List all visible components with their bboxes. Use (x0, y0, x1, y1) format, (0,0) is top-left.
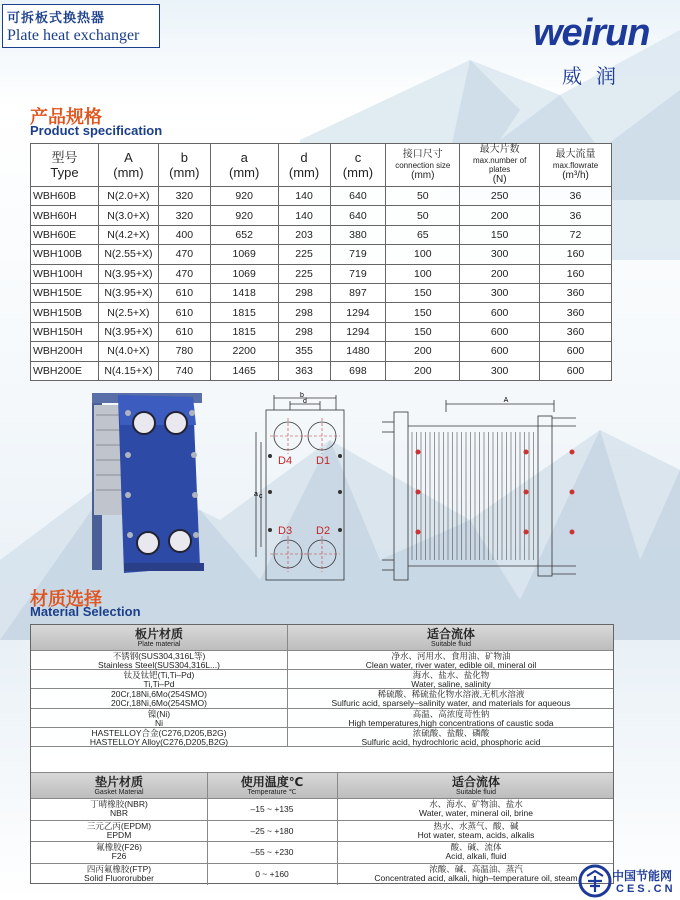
material-table (30, 624, 614, 884)
spec-col-type: 型号 Type (31, 144, 99, 187)
plate-material-cell: 钛及钛钯(Ti,Ti–Pd) Ti,Ti–Pd (123, 670, 195, 690)
spec-cell-model: WBH150E (31, 283, 99, 302)
spec-cell: 610 (158, 283, 210, 302)
spec-cell-model: WBH150B (31, 303, 99, 322)
spec-cell: 200 (460, 264, 540, 283)
spec-cell: 920 (210, 187, 278, 206)
spec-row (31, 361, 612, 380)
spec-cell: 250 (460, 187, 540, 206)
spec-cell: 200 (386, 342, 460, 361)
spec-cell: 160 (540, 245, 612, 264)
spec-cell: 610 (158, 322, 210, 341)
spec-header-row (31, 144, 612, 187)
gasket-row (31, 842, 613, 864)
spec-section-title-en: Product specification (30, 123, 163, 138)
plate-material-cell: 20Cr,18Ni,6Mo(254SMO) 20Cr,18Ni,6Mo(254SMO) (111, 689, 207, 709)
page-title-cn: 可拆板式换热器 (7, 11, 106, 26)
spec-cell: N(3.95+X) (98, 322, 158, 341)
spec-row (31, 264, 612, 283)
spec-cell: 1294 (330, 322, 386, 341)
spec-cell: 203 (278, 225, 330, 244)
plate-row (31, 709, 613, 728)
spec-cell: 600 (540, 361, 612, 380)
spec-cell: N(2.5+X) (98, 303, 158, 322)
spec-cell-model: WBH60B (31, 187, 99, 206)
dim-label-d: d (303, 398, 307, 405)
gasket-fluid-cell: 水、海水、矿物油、盐水 Water, water, mineral oil, brine (418, 799, 533, 818)
spec-section-title-cn: 产品规格 (30, 107, 102, 128)
spec-cell: 780 (158, 342, 210, 361)
gasket-fluid-cell: 热水、水蒸气、酸、碱 Hot water, steam, acids, alkalis (417, 820, 535, 840)
spec-cell-model: WBH60H (31, 206, 99, 225)
dim-label-c: c (259, 493, 263, 500)
port-label-d2: D2 (316, 525, 331, 537)
plate-row (31, 670, 613, 689)
spec-cell: 140 (278, 206, 330, 225)
plate-fluid-header: 适合流体 Suitable fluid (426, 627, 475, 648)
spec-cell: 652 (210, 225, 278, 244)
gasket-temp-cell: 0 ~ +160 (255, 868, 289, 879)
spec-cell: 355 (278, 342, 330, 361)
spec-cell: 200 (460, 206, 540, 225)
spec-cell: 1069 (210, 264, 278, 283)
spec-cell: 150 (386, 283, 460, 302)
spec-cell: 298 (278, 303, 330, 322)
spec-cell: 897 (330, 283, 386, 302)
ces-name-cn: 中国节能网 (612, 869, 673, 883)
dim-label-b: b (300, 392, 304, 399)
spec-cell: 470 (158, 264, 210, 283)
spec-cell: 740 (158, 361, 210, 380)
spec-cell: 320 (158, 187, 210, 206)
spec-cell-model: WBH100H (31, 264, 99, 283)
gasket-row (31, 821, 613, 843)
spec-col-A: A (mm) (98, 144, 158, 187)
spec-cell: N(3.95+X) (98, 264, 158, 283)
spec-cell: 363 (278, 361, 330, 380)
spec-col-a: a (mm) (210, 144, 278, 187)
plate-fluid-cell: 净水、河用水、食用油、矿物油 Clean water, river water, edible oil, mineral oil (365, 651, 537, 670)
spec-cell: 600 (460, 342, 540, 361)
spec-cell: 100 (386, 264, 460, 283)
dim-label-A: A (503, 397, 509, 404)
spec-cell: 1480 (330, 342, 386, 361)
spec-cell: 600 (540, 342, 612, 361)
port-label-d1: D1 (316, 455, 331, 467)
spec-row (31, 187, 612, 206)
blank-row (31, 747, 613, 773)
spec-cell: 298 (278, 283, 330, 302)
plate-fluid-cell: 海水、盐水、盐化物 Water, saline, salinity (411, 670, 491, 690)
spec-cell: 72 (540, 225, 612, 244)
ces-emblem-icon (578, 864, 612, 898)
plate-fluid-cell: 高温、高浓度苛性钠 High temperatures,high concentrations of caustic soda (348, 708, 554, 728)
plate-material-header: 板片材质 Plate material (134, 627, 183, 648)
spec-cell: 380 (330, 225, 386, 244)
spec-cell: 698 (330, 361, 386, 380)
spec-cell: 298 (278, 322, 330, 341)
gasket-temp-header: 使用温度℃ Temperature ℃ (240, 775, 304, 796)
spec-cell: 300 (460, 245, 540, 264)
spec-cell: 300 (460, 361, 540, 380)
spec-table (30, 143, 612, 381)
spec-cell: 400 (158, 225, 210, 244)
spec-row (31, 322, 612, 341)
spec-row (31, 206, 612, 225)
gasket-temp-cell: –15 ~ +135 (250, 804, 294, 814)
spec-cell: 150 (386, 303, 460, 322)
spec-cell: 360 (540, 322, 612, 341)
gasket-material-cell: 四丙氟橡胶(FTP) Solid Fluororubber (84, 863, 154, 883)
spec-cell: N(3.0+X) (98, 206, 158, 225)
spec-cell-model: WBH150H (31, 322, 99, 341)
plate-row (31, 651, 613, 670)
spec-cell: 65 (386, 225, 460, 244)
gasket-fluid-header: 适合流体 Suitable fluid (451, 775, 500, 796)
spec-cell: 920 (210, 206, 278, 225)
spec-cell: N(4.0+X) (98, 342, 158, 361)
spec-cell: 36 (540, 206, 612, 225)
spec-cell: 719 (330, 264, 386, 283)
spec-cell: 50 (386, 187, 460, 206)
plate-row (31, 728, 613, 747)
spec-row (31, 342, 612, 361)
spec-cell: 360 (540, 303, 612, 322)
spec-col-connection: 接口尺寸 connection size (mm) (386, 144, 460, 187)
spec-col-max-plates: 最大片数 max.number of plates (N) (460, 144, 540, 187)
brand-logo: weirun (533, 12, 650, 54)
gasket-fluid-cell: 酸、碱、流体 Acid, alkali, fluid (445, 842, 507, 861)
spec-cell: 470 (158, 245, 210, 264)
gasket-temp-cell: –55 ~ +230 (250, 847, 294, 857)
spec-cell: N(2.55+X) (98, 245, 158, 264)
spec-cell: 140 (278, 187, 330, 206)
gasket-material-cell: 三元乙丙(EPDM) EPDM (86, 820, 152, 840)
product-photo (88, 385, 218, 580)
spec-cell: 719 (330, 245, 386, 264)
material-section-title-en: Material Selection (30, 604, 141, 619)
plate-fluid-cell: 浓硫酸、盐酸、磷酸 Sulfuric acid, hydrochloric acid, phosphoric acid (361, 727, 541, 747)
spec-cell: 600 (460, 303, 540, 322)
spec-cell: N(3.95+X) (98, 283, 158, 302)
spec-cell: 50 (386, 206, 460, 225)
plate-material-cell: 不锈钢(SUS304,316L等) Stainless Steel(SUS304,316L...) (98, 651, 220, 670)
gasket-row (31, 799, 613, 821)
ces-logo (578, 864, 678, 898)
brand-logo-cn: 威润 (562, 64, 630, 88)
spec-cell: 640 (330, 206, 386, 225)
spec-cell: 600 (460, 322, 540, 341)
spec-cell: 1294 (330, 303, 386, 322)
spec-cell: 2200 (210, 342, 278, 361)
spec-cell: 640 (330, 187, 386, 206)
spec-cell: 225 (278, 245, 330, 264)
gasket-temp-cell: –25 ~ +180 (250, 825, 294, 836)
spec-cell: 300 (460, 283, 540, 302)
material-section-title-cn: 材质选择 (30, 589, 102, 610)
spec-cell: 100 (386, 245, 460, 264)
gasket-material-header: 垫片材质 Gasket Material (94, 775, 144, 796)
spec-cell-model: WBH60E (31, 225, 99, 244)
spec-cell: 1069 (210, 245, 278, 264)
dim-label-a: a (254, 491, 258, 498)
spec-cell-model: WBH200H (31, 342, 99, 361)
plate-material-cell: HASTELLOY合金(C276,D205,B2G) HASTELLOY Alloy(C276,D205,B2G) (89, 727, 229, 747)
spec-cell: 1418 (210, 283, 278, 302)
spec-cell: N(4.2+X) (98, 225, 158, 244)
gasket-row (31, 864, 613, 886)
spec-cell: 150 (460, 225, 540, 244)
plate-fluid-cell: 稀硫酸、稀硫盐化物水溶液,无机水溶液 Sulfuric acid, sparsely–salinity water, and materials for aqueous (331, 689, 571, 709)
spec-cell: 1465 (210, 361, 278, 380)
spec-cell: 36 (540, 187, 612, 206)
port-label-d3: D3 (278, 525, 293, 537)
spec-cell: 160 (540, 264, 612, 283)
spec-cell: 1815 (210, 322, 278, 341)
page-title-box (2, 4, 160, 48)
page-title-en: Plate heat exchanger (7, 27, 140, 44)
port-label-d4: D4 (278, 455, 293, 467)
plate-row (31, 689, 613, 708)
front-schematic (252, 392, 352, 582)
spec-cell: 1815 (210, 303, 278, 322)
spec-cell: N(2.0+X) (98, 187, 158, 206)
spec-cell-model: WBH100B (31, 245, 99, 264)
spec-cell: 200 (386, 361, 460, 380)
spec-cell: 225 (278, 264, 330, 283)
spec-col-b: b (mm) (158, 144, 210, 187)
spec-col-d: d (mm) (278, 144, 330, 187)
gasket-fluid-cell: 浓酸、碱、高温油、蒸汽 Concentrated acid, alkali, high–temperature oil, steam (374, 863, 578, 883)
spec-row (31, 245, 612, 264)
side-schematic (376, 392, 586, 592)
spec-row (31, 225, 612, 244)
spec-cell-model: WBH200E (31, 361, 99, 380)
plate-header-row (31, 625, 613, 651)
spec-col-c: c (mm) (330, 144, 386, 187)
spec-cell: 360 (540, 283, 612, 302)
plate-material-cell: 镍(Ni) Ni (147, 708, 171, 728)
spec-col-max-flow: 最大流量 max.flowrate (m³/h) (540, 144, 612, 187)
spec-row (31, 283, 612, 302)
spec-cell: 150 (386, 322, 460, 341)
spec-cell: N(4.15+X) (98, 361, 158, 380)
spec-cell: 320 (158, 206, 210, 225)
ces-name-en: CES.CN (616, 883, 676, 895)
gasket-material-cell: 丁晴橡胶(NBR) NBR (90, 799, 148, 818)
spec-cell: 610 (158, 303, 210, 322)
gasket-header-row (31, 773, 613, 799)
gasket-material-cell: 氟橡胶(F26) F26 (96, 842, 142, 861)
spec-row (31, 303, 612, 322)
